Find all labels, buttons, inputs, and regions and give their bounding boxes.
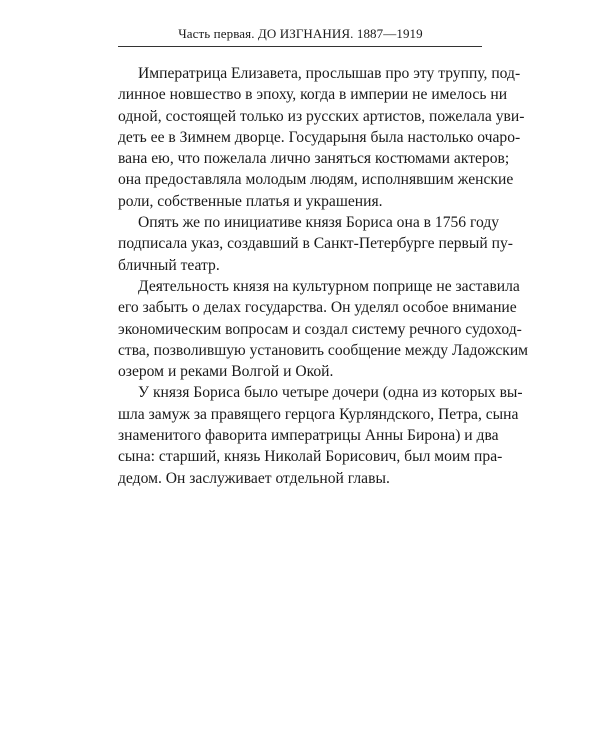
header-rule — [118, 46, 482, 47]
text-line: Императрица Елизавета, прослышав про эту труппу, под- — [138, 65, 521, 82]
text-line: вана ею, что пожелала лично заняться костюмами актеров; — [118, 150, 510, 168]
text-line: одной, состоящей только из русских артистов, пожелала уви- — [118, 107, 525, 125]
text-line: У князя Бориса было четыре дочери (одна из которых вы- — [138, 384, 523, 402]
text-line: линное новшество в эпоху, когда в империи не имелось ни — [118, 86, 508, 104]
paragraph-2 — [118, 212, 513, 276]
text-line: знаменитого фаворита императрицы Анны Бирона) и два — [118, 427, 499, 445]
text-line: роли, собственные платья и украшения. — [118, 192, 383, 210]
running-head: Часть первая. ДО ИЗГНАНИЯ. 1887—1919 — [178, 26, 423, 41]
paragraph-1 — [118, 63, 525, 212]
paragraph-3 — [118, 276, 529, 382]
text-line: она предоставляла молодым людям, исполнявшим женские — [118, 171, 514, 189]
text-line: деть ее в Зимнем дворце. Государыня была настолько очаро- — [118, 128, 521, 146]
text-line: дедом. Он заслуживает отдельной главы. — [118, 469, 390, 487]
text-line: подписала указ, создавший в Санкт-Петербурге первый пу- — [118, 235, 513, 253]
text-line: сына: старший, князь Николай Борисович, был моим пра- — [118, 448, 503, 466]
text-line: Опять же по инициативе князя Бориса она в 1756 году — [138, 214, 500, 232]
text-line: шла замуж за правящего герцога Курляндского, Петра, сына — [118, 405, 519, 423]
paragraph-4 — [118, 382, 523, 488]
text-line: ства, позволившую установить сообщение между Ладожским — [118, 341, 529, 359]
text-line: бличный театр. — [118, 256, 220, 274]
text-line: его забыть о делах государства. Он уделял особое внимание — [118, 299, 517, 317]
text-line: Деятельность князя на культурном поприще не заставила — [138, 277, 520, 295]
text-line: экономическим вопросам и создал систему речного судоход- — [118, 320, 522, 338]
body-text — [118, 63, 529, 489]
text-line: озером и реками Волгой и Окой. — [118, 363, 334, 381]
